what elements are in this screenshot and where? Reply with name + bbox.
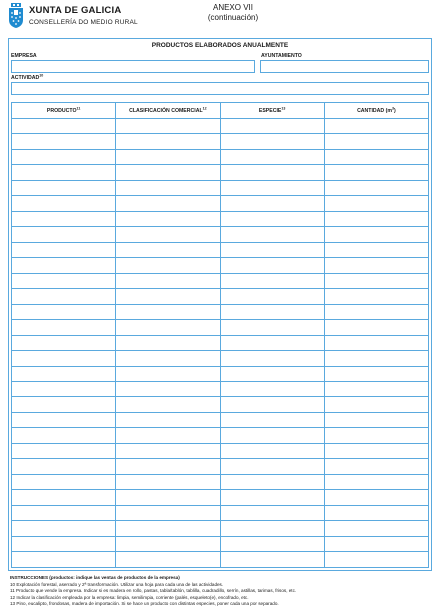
clasificacion-cell[interactable] (116, 366, 220, 381)
organization-name: XUNTA DE GALICIA (29, 5, 122, 16)
producto-cell[interactable] (12, 412, 116, 427)
cantidad-cell[interactable] (324, 521, 428, 536)
instruction-note: 11 Producto que vende la empresa. Indicar si es madera en rollo, pastas, tabla/tablón, tablilla, cuadradillo, serrín, astillas, tarimas, frisos, etc. (10, 588, 297, 594)
empresa-label: EMPRESA (11, 53, 37, 59)
clasificacion-cell[interactable] (116, 211, 220, 226)
products-table-wrapper (11, 102, 429, 568)
especie-cell[interactable] (220, 273, 324, 288)
instructions-title: INSTRUCCIONES (productos: indique las ventas de productos de la empresa) (10, 575, 180, 580)
table-row (12, 397, 429, 412)
annex-title: ANEXO VII (212, 3, 253, 12)
cantidad-cell[interactable] (324, 149, 428, 164)
producto-cell[interactable] (12, 521, 116, 536)
cantidad-cell[interactable] (324, 335, 428, 350)
clasificacion-cell[interactable] (116, 552, 220, 568)
table-row (12, 149, 429, 164)
cantidad-cell[interactable] (324, 165, 428, 180)
column-header-cantidad (324, 103, 428, 119)
producto-cell[interactable] (12, 149, 116, 164)
table-row (12, 304, 429, 319)
especie-cell[interactable] (220, 180, 324, 195)
cantidad-cell[interactable] (324, 242, 428, 257)
clasificacion-cell[interactable] (116, 335, 220, 350)
clasificacion-cell[interactable] (116, 119, 220, 134)
table-row (12, 412, 429, 427)
producto-cell[interactable] (12, 134, 116, 149)
empresa-field[interactable] (11, 60, 255, 73)
ayuntamiento-label: AYUNTAMIENTO (261, 53, 302, 59)
producto-cell[interactable] (12, 351, 116, 366)
clasificacion-cell[interactable] (116, 536, 220, 551)
table-row (12, 119, 429, 134)
table-row (12, 351, 429, 366)
cantidad-cell[interactable] (324, 536, 428, 551)
table-row (12, 289, 429, 304)
producto-cell[interactable] (12, 474, 116, 489)
producto-cell[interactable] (12, 227, 116, 242)
department-name: CONSELLERÍA DO MEDIO RURAL (29, 19, 138, 26)
producto-cell[interactable] (12, 242, 116, 257)
table-header-row (12, 103, 429, 119)
table-row (12, 552, 429, 568)
clasificacion-cell[interactable] (116, 320, 220, 335)
table-row (12, 258, 429, 273)
cantidad-cell[interactable] (324, 505, 428, 520)
table-row (12, 381, 429, 396)
cantidad-cell[interactable] (324, 119, 428, 134)
table-row (12, 459, 429, 474)
cantidad-cell[interactable] (324, 552, 428, 568)
especie-cell[interactable] (220, 505, 324, 520)
table-row (12, 196, 429, 211)
actividad-label (11, 75, 43, 82)
clasificacion-cell[interactable] (116, 351, 220, 366)
especie-cell[interactable] (220, 474, 324, 489)
cantidad-cell[interactable] (324, 134, 428, 149)
especie-cell[interactable] (220, 289, 324, 304)
actividad-label-text: ACTIVIDAD (11, 75, 40, 81)
annex-heading (178, 3, 288, 23)
table-row (12, 474, 429, 489)
clasificacion-cell[interactable] (116, 459, 220, 474)
cantidad-cell[interactable] (324, 289, 428, 304)
especie-cell[interactable] (220, 119, 324, 134)
table-row (12, 536, 429, 551)
producto-cell[interactable] (12, 289, 116, 304)
table-row (12, 242, 429, 257)
producto-cell[interactable] (12, 180, 116, 195)
especie-cell[interactable] (220, 351, 324, 366)
producto-cell[interactable] (12, 552, 116, 568)
producto-cell[interactable] (12, 459, 116, 474)
column-note-ref: 11 (76, 106, 81, 111)
table-row (12, 335, 429, 350)
cantidad-cell[interactable] (324, 490, 428, 505)
producto-cell[interactable] (12, 443, 116, 458)
clasificacion-cell[interactable] (116, 304, 220, 319)
cantidad-cell[interactable] (324, 304, 428, 319)
producto-cell[interactable] (12, 490, 116, 505)
cantidad-cell[interactable] (324, 258, 428, 273)
especie-cell[interactable] (220, 428, 324, 443)
actividad-field[interactable] (11, 82, 429, 95)
column-label: CANTIDAD (m (357, 108, 392, 114)
column-label: ESPECIE (258, 108, 282, 114)
clasificacion-cell[interactable] (116, 227, 220, 242)
clasificacion-cell[interactable] (116, 490, 220, 505)
especie-cell[interactable] (220, 521, 324, 536)
especie-cell[interactable] (220, 211, 324, 226)
table-row (12, 227, 429, 242)
clasificacion-cell[interactable] (116, 258, 220, 273)
especie-cell[interactable] (220, 304, 324, 319)
galicia-coat-of-arms-icon (8, 3, 24, 29)
producto-cell[interactable] (12, 196, 116, 211)
especie-cell[interactable] (220, 134, 324, 149)
clasificacion-cell[interactable] (116, 521, 220, 536)
table-row (12, 505, 429, 520)
form-frame (8, 38, 432, 571)
cantidad-cell[interactable] (324, 474, 428, 489)
especie-cell[interactable] (220, 320, 324, 335)
cantidad-cell[interactable] (324, 443, 428, 458)
producto-cell[interactable] (12, 536, 116, 551)
producto-cell[interactable] (12, 335, 116, 350)
clasificacion-cell[interactable] (116, 134, 220, 149)
clasificacion-cell[interactable] (116, 505, 220, 520)
table-row (12, 366, 429, 381)
column-unit-exponent: 3 (391, 106, 394, 111)
producto-cell[interactable] (12, 119, 116, 134)
producto-cell[interactable] (12, 428, 116, 443)
column-header-clasificacion (116, 103, 220, 119)
table-row (12, 428, 429, 443)
especie-cell[interactable] (220, 397, 324, 412)
organization-block (29, 5, 138, 27)
cantidad-cell[interactable] (324, 412, 428, 427)
clasificacion-cell[interactable] (116, 273, 220, 288)
especie-cell[interactable] (220, 149, 324, 164)
cantidad-cell[interactable] (324, 428, 428, 443)
instruction-note: 10 Explotación forestal, aserrado y 2ª transformación. Utilizar una hoja para cada una de las actividades. (10, 581, 224, 587)
cantidad-cell[interactable] (324, 397, 428, 412)
table-row (12, 443, 429, 458)
products-table (11, 102, 429, 568)
clasificacion-cell[interactable] (116, 289, 220, 304)
clasificacion-cell[interactable] (116, 412, 220, 427)
especie-cell[interactable] (220, 335, 324, 350)
table-row (12, 320, 429, 335)
cantidad-cell[interactable] (324, 211, 428, 226)
table-row (12, 165, 429, 180)
clasificacion-cell[interactable] (116, 180, 220, 195)
clasificacion-cell[interactable] (116, 242, 220, 257)
cantidad-cell[interactable] (324, 459, 428, 474)
table-row (12, 273, 429, 288)
cantidad-cell[interactable] (324, 320, 428, 335)
producto-cell[interactable] (12, 320, 116, 335)
especie-cell[interactable] (220, 381, 324, 396)
table-row (12, 211, 429, 226)
especie-cell[interactable] (220, 196, 324, 211)
table-body (12, 119, 429, 568)
clasificacion-cell[interactable] (116, 443, 220, 458)
instruction-note: 12 Indicar la clasificación empleada por la empresa: limpia, semilimpia, corriente (palés, esqueleto(e), encofrado, etc. (10, 594, 249, 600)
especie-cell[interactable] (220, 552, 324, 568)
ayuntamiento-field[interactable] (260, 60, 429, 73)
table-row (12, 490, 429, 505)
table-row (12, 521, 429, 536)
especie-cell[interactable] (220, 412, 324, 427)
table-row (12, 180, 429, 195)
producto-cell[interactable] (12, 304, 116, 319)
producto-cell[interactable] (12, 505, 116, 520)
clasificacion-cell[interactable] (116, 474, 220, 489)
cantidad-cell[interactable] (324, 273, 428, 288)
annex-subtitle: (continuación) (207, 13, 259, 22)
column-note-ref: 13 (281, 106, 286, 111)
clasificacion-cell[interactable] (116, 428, 220, 443)
column-label-suffix: ) (393, 108, 396, 114)
producto-cell[interactable] (12, 211, 116, 226)
clasificacion-cell[interactable] (116, 397, 220, 412)
column-note-ref: 12 (202, 106, 207, 111)
especie-cell[interactable] (220, 366, 324, 381)
instruction-note: 13 Pino, eucalipto, frondosas, madera de importación. Si se hace un producto con distintas especies, poner cada una por separado. (10, 601, 279, 607)
producto-cell[interactable] (12, 366, 116, 381)
cantidad-cell[interactable] (324, 381, 428, 396)
producto-cell[interactable] (12, 258, 116, 273)
table-row (12, 134, 429, 149)
producto-cell[interactable] (12, 165, 116, 180)
clasificacion-cell[interactable] (116, 149, 220, 164)
column-header-producto (12, 103, 116, 119)
especie-cell[interactable] (220, 536, 324, 551)
cantidad-cell[interactable] (324, 227, 428, 242)
clasificacion-cell[interactable] (116, 381, 220, 396)
actividad-note-ref: 10 (39, 73, 44, 78)
especie-cell[interactable] (220, 227, 324, 242)
clasificacion-cell[interactable] (116, 196, 220, 211)
document-header (8, 3, 432, 39)
column-header-especie (220, 103, 324, 119)
cantidad-cell[interactable] (324, 366, 428, 381)
form-title: PRODUCTOS ELABORADOS ANUALMENTE (151, 42, 289, 49)
producto-cell[interactable] (12, 273, 116, 288)
producto-cell[interactable] (12, 381, 116, 396)
column-label: PRODUCTO (46, 108, 77, 114)
especie-cell[interactable] (220, 443, 324, 458)
producto-cell[interactable] (12, 397, 116, 412)
especie-cell[interactable] (220, 459, 324, 474)
column-label: CLASIFICACIÓN COMERCIAL (129, 108, 203, 114)
instructions-block (10, 575, 434, 608)
especie-cell[interactable] (220, 490, 324, 505)
cantidad-cell[interactable] (324, 180, 428, 195)
clasificacion-cell[interactable] (116, 165, 220, 180)
cantidad-cell[interactable] (324, 351, 428, 366)
especie-cell[interactable] (220, 258, 324, 273)
especie-cell[interactable] (220, 242, 324, 257)
especie-cell[interactable] (220, 165, 324, 180)
cantidad-cell[interactable] (324, 196, 428, 211)
